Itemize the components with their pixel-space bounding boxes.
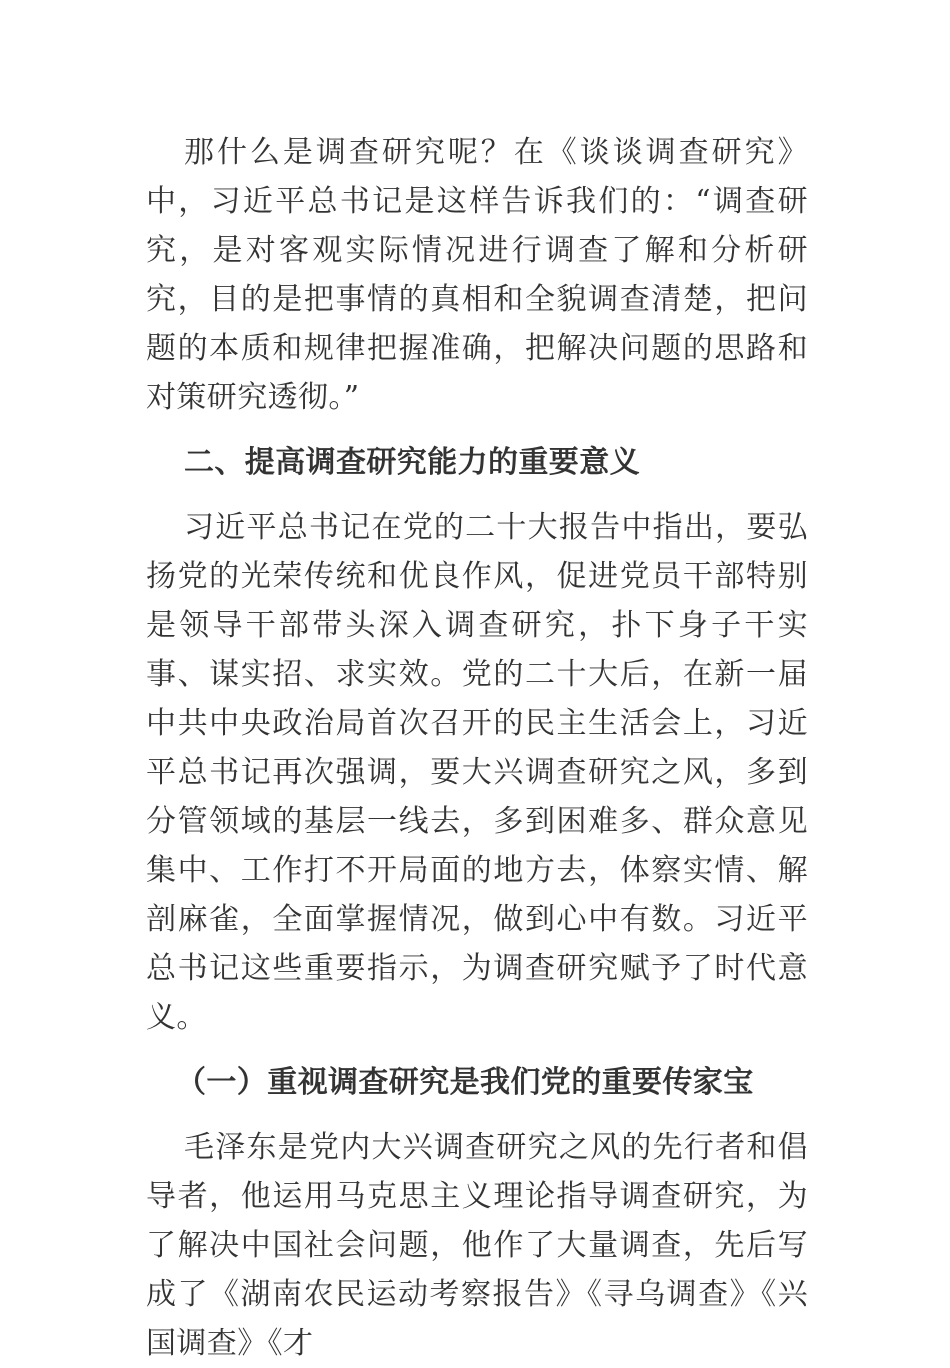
subsection-heading-heirloom: （一）重视调查研究是我们党的重要传家宝 bbox=[176, 1065, 754, 1100]
paragraph-investigation-definition: 那什么是调查研究呢？在《谈谈调查研究》中，习近平总书记是这样告诉我们的：“调查研究，是对客观实际情况进行调查了解和分析研究，目的是把事情的真相和全貌调查清楚，把问题的本质和规律把握准确，把解决问题的思路和对策研究透彻。” bbox=[146, 135, 808, 415]
document-body bbox=[146, 128, 808, 1368]
section-heading-importance: 二、提高调查研究能力的重要意义 bbox=[184, 445, 640, 480]
paragraph-report-instructions: 习近平总书记在党的二十大报告中指出，要弘扬党的光荣传统和优良作风，促进党员干部特别是领导干部带头深入调查研究，扑下身子干实事、谋实招、求实效。党的二十大后，在新一届中共中央政治局首次召开的民主生活会上，习近平总书记再次强调，要大兴调查研究之风，多到分管领域的基层一线去，多到困难多、群众意见集中、工作打不开局面的地方去，体察实情、解剖麻雀，全面掌握情况，做到心中有数。习近平总书记这些重要指示，为调查研究赋予了时代意义。 bbox=[146, 510, 808, 1035]
paragraph-mao-investigations: 毛泽东是党内大兴调查研究之风的先行者和倡导者，他运用马克思主义理论指导调查研究，为了解决中国社会问题，他作了大量调查，先后写成了《湖南农民运动考察报告》《寻乌调查》《兴国调查》《才 bbox=[146, 1130, 808, 1361]
